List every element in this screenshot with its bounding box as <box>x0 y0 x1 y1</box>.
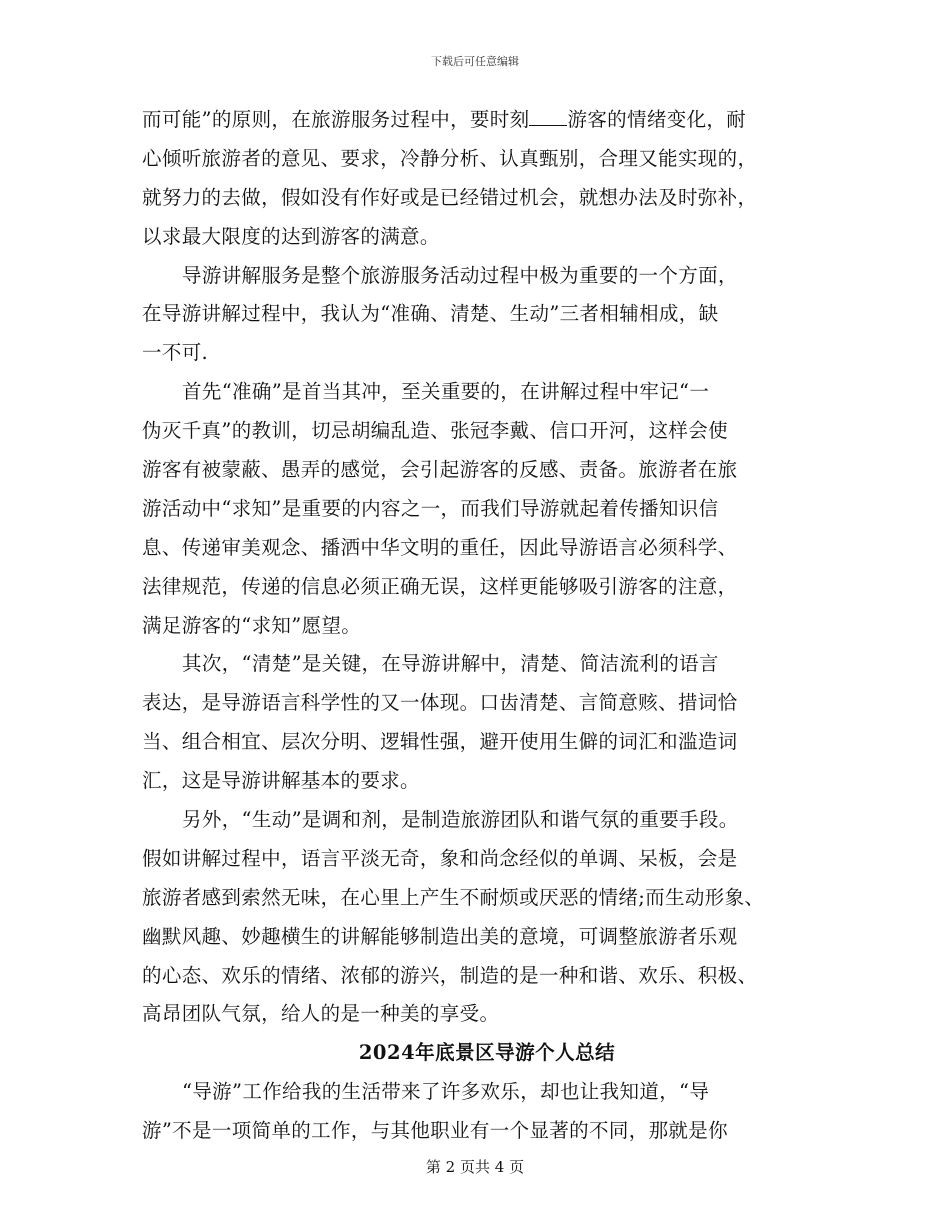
paragraph-6-line-2: 游”不是一项简单的工作，与其他职业有一个显著的不同，那就是你 <box>142 1119 728 1143</box>
paragraph-5-line-5: 的心态、欢乐的情绪、浓郁的游兴，制造的是一种和谐、欢乐、积极、 <box>142 963 758 987</box>
paragraph-4-line-1: 其次，“清楚”是关键，在导游讲解中，清楚、简洁流利的语言 <box>182 652 719 676</box>
paragraph-4-line-4: 汇，这是导游讲解基本的要求。 <box>142 769 420 793</box>
paragraph-4-line-3: 当、组合相宜、层次分明、逻辑性强，避开使用生僻的词汇和滥造词 <box>142 730 738 754</box>
paragraph-5-line-2: 假如讲解过程中，语言平淡无奇，象和尚念经似的单调、呆板，会是 <box>142 846 738 870</box>
paragraph-3-line-3: 游客有被蒙蔽、愚弄的感觉，会引起游客的反感、责备。旅游者在旅 <box>142 458 738 482</box>
paragraph-4-line-2: 表达，是导游语言科学性的又一体现。口齿清楚、言简意赅、措词恰 <box>142 691 738 715</box>
paragraph-3-line-4: 游活动中“求知”是重要的内容之一，而我们导游就起着传播知识信 <box>142 496 719 520</box>
paragraph-3-line-2: 伪灭千真”的教训，切忌胡编乱造、张冠李戴、信口开河，这样会使 <box>142 419 728 443</box>
paragraph-2-line-2: 在导游讲解过程中，我认为“准确、清楚、生动”三者相辅相成，缺 <box>142 302 719 326</box>
paragraph-5-line-4: 幽默风趣、妙趣横生的讲解能够制造出美的意境，可调整旅游者乐观 <box>142 924 738 948</box>
page-header-note: 下载后可任意编辑 <box>431 55 519 68</box>
paragraph-1-line-1 <box>142 101 822 140</box>
page-number-footer: 第 2 页共 4 页 <box>425 1158 525 1176</box>
paragraph-2-line-1: 导游讲解服务是整个旅游服务活动过程中极为重要的一个方面， <box>182 263 738 287</box>
paragraph-3-line-7: 满足游客的“求知”愿望。 <box>142 613 362 637</box>
paragraph-3-line-5: 息、传递审美观念、播洒中华文明的重任，因此导游语言必须科学、 <box>142 535 738 559</box>
section-title: 2024年底景区导游个人总结 <box>358 1041 616 1065</box>
paragraph-2-line-3: 一不可. <box>142 341 209 365</box>
paragraph-5-line-1: 另外，“生动”是调和剂，是制造旅游团队和谐气氛的重要手段。 <box>182 808 739 832</box>
paragraph-1-line-3: 就努力的去做，假如没有作好或是已经错过机会，就想办法及时弥补， <box>142 185 758 209</box>
p1-line1-tail: 游客的情绪变化，耐 <box>567 108 747 131</box>
paragraph-5-line-3: 旅游者感到索然无味，在心里上产生不耐烦或厌恶的情绪;而生动形象、 <box>142 885 765 909</box>
paragraph-3-line-1: 首先“准确”是首当其冲，至关重要的，在讲解过程中牢记“一 <box>182 380 710 404</box>
paragraph-5-line-6: 高昂团队气氛，给人的是一种美的享受。 <box>142 1002 500 1026</box>
fill-in-blank <box>529 107 567 126</box>
paragraph-3-line-6: 法律规范，传递的信息必须正确无误，这样更能够吸引游客的注意， <box>142 574 738 598</box>
p1-line1-text: 而可能”的原则，在旅游服务过程中，要时刻 <box>142 108 530 131</box>
document-body <box>142 101 822 1151</box>
paragraph-1-line-2: 心倾听旅游者的意见、要求，冷静分析、认真甄别，合理又能实现的， <box>142 146 758 170</box>
paragraph-6-line-1: “导游”工作给我的生活带来了许多欢乐，却也让我知道，“导 <box>182 1080 710 1104</box>
paragraph-1-line-4: 以求最大限度的达到游客的满意。 <box>142 224 440 248</box>
